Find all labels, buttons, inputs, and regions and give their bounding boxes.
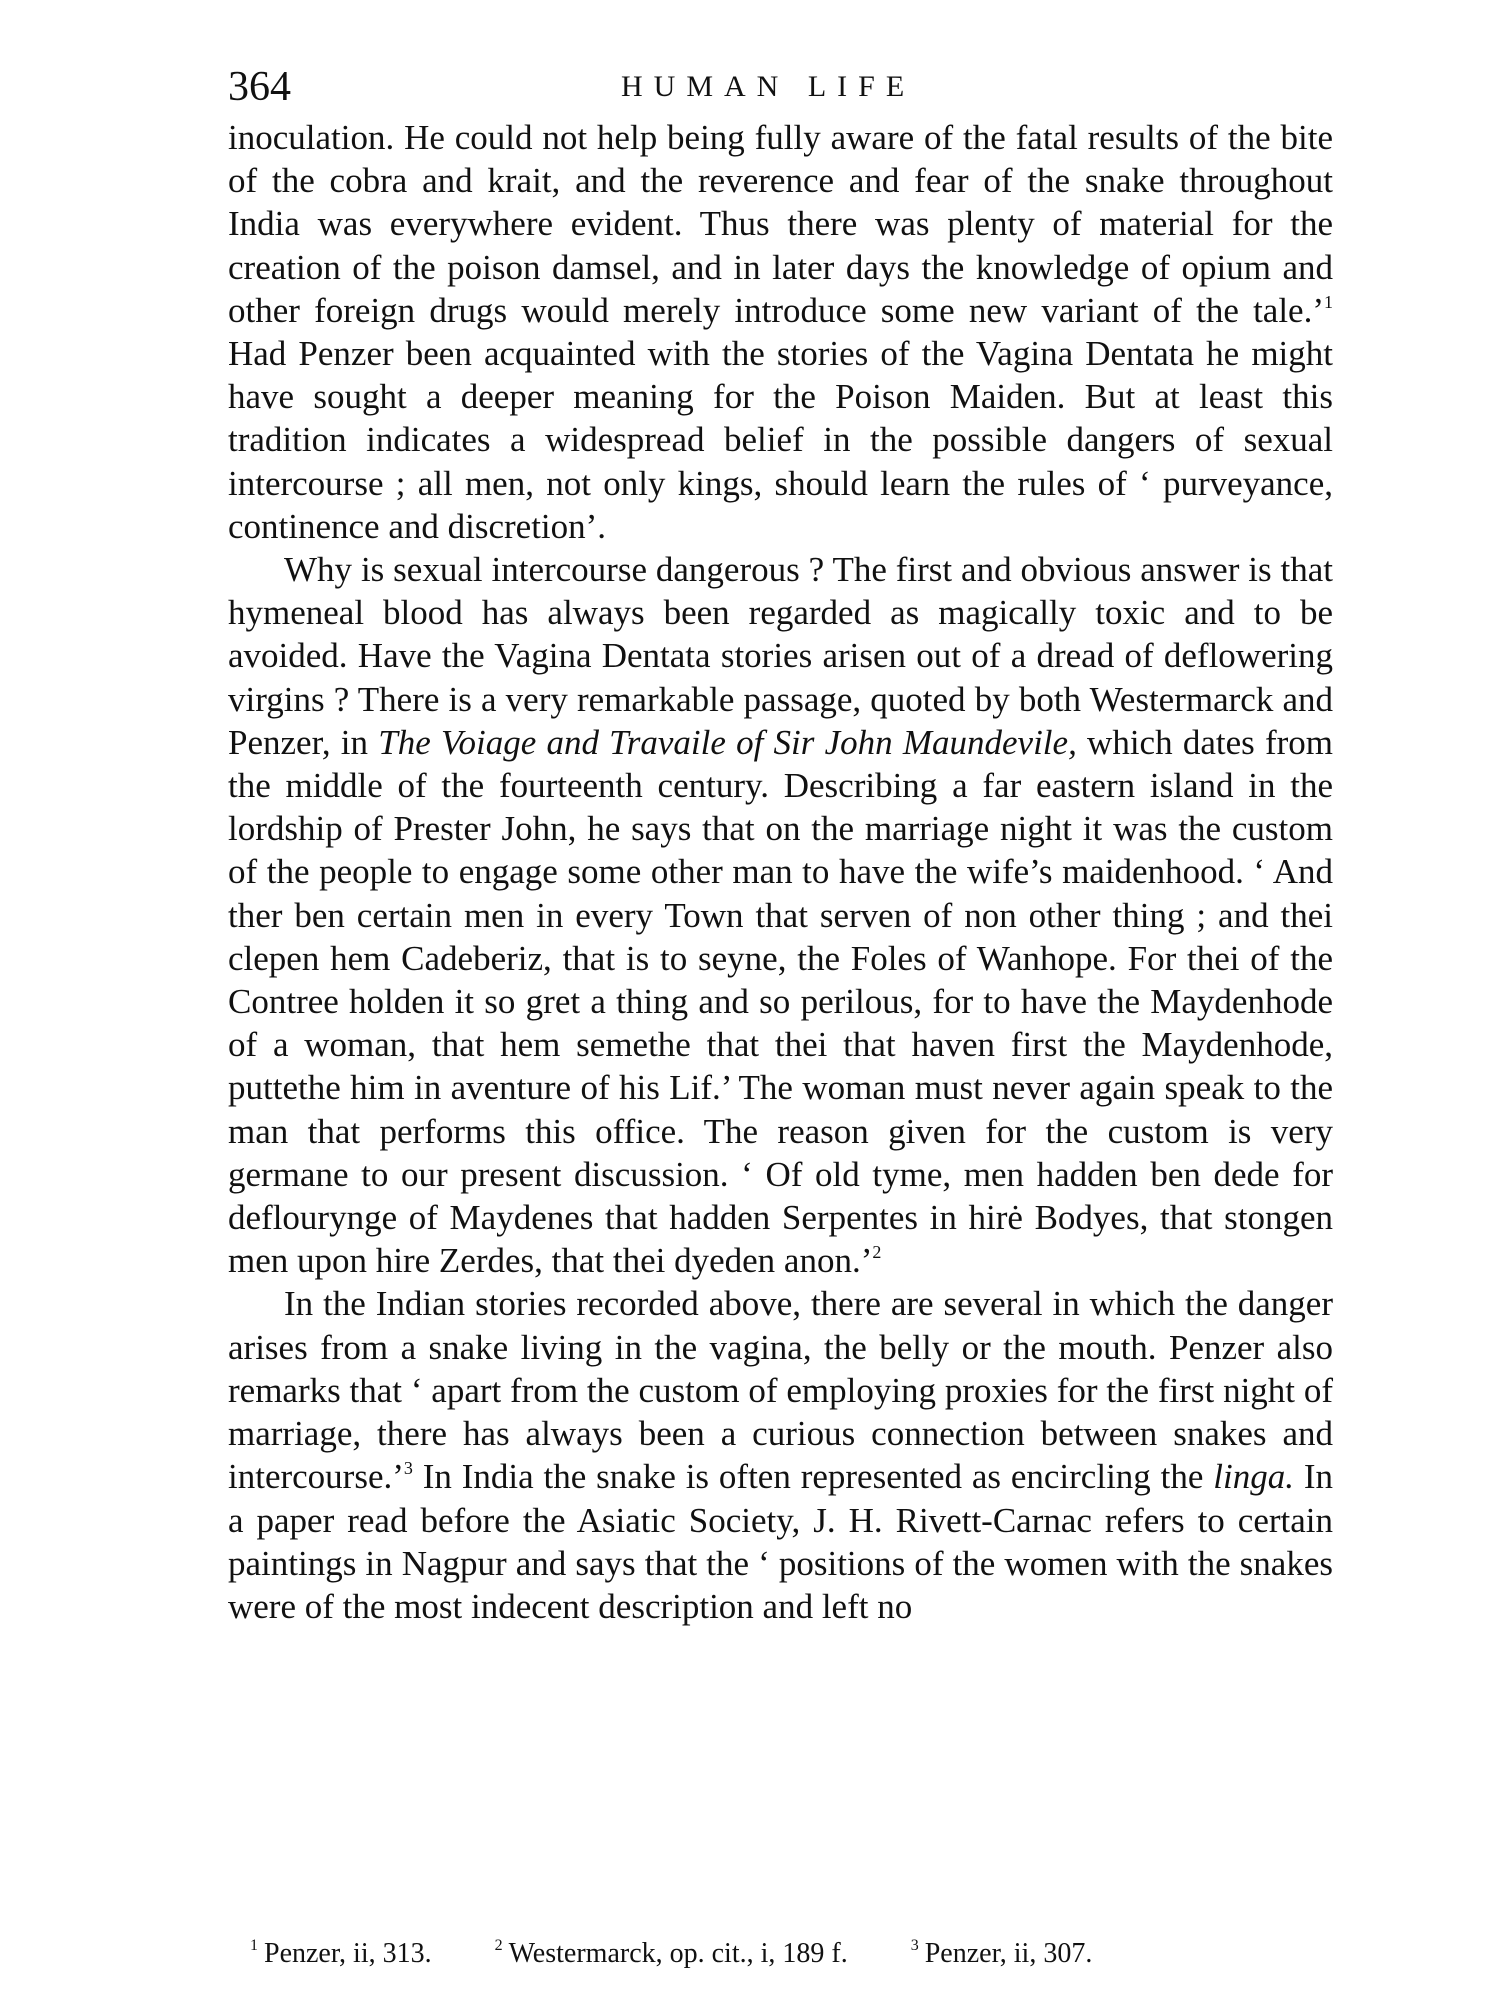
footnote-1-mark: 1 — [250, 1937, 258, 1954]
paragraph-2-text-b: which dates from the middle of the fourteenth century. Describing a far eastern island in the lordship of Prester John, he says that on the marriage night it was the custom of the people to engage some other man to have the wife’s maidenhood. ‘ And ther ben certain men in every Town that serven of non other thing ; and thei clepen hem Cadeberiz, that is to seyne, the Foles of Wanhope. For thei of the Contree holden it so gret a thing and so perilous, for to have the Maydenhode of a woman, that hem semethe that thei that haven first the Maydenhode, puttethe him in aventure of his Lif.’ The woman must never again speak to the man that performs this office. The reason given for the custom is very germane to our present discussion. ‘ Of old tyme, men hadden ben dede for deflourynge of Maydenes that hadden Serpentes in hirė Bodyes, that stongen men upon hire Zerdes, that thei dyeden anon.’ — [228, 722, 1333, 1281]
page-number: 364 — [228, 64, 291, 110]
paragraph-1-text-a: inoculation. He could not help being fully aware of the fatal results of the bite of the cobra and krait, and the reverence and fear of the snake throughout India was everywhere evident. Thus there was plenty of material for the creation of the poison damsel, and in later days the knowledge of opium and other foreign drugs would merely introduce some new variant of the tale.’ — [228, 118, 1333, 330]
running-head: HUMAN LIFE — [621, 70, 916, 103]
footnote-ref-2: 2 — [872, 1242, 882, 1263]
paragraph-3 — [228, 1282, 1333, 1628]
paragraph-1-text-b: Had Penzer been acquainted with the stories of the Vagina Dentata he might have sought a deeper meaning for the Poison Maiden. But at least this tradition indicates a widespread belief in the possible dangers of sexual intercourse ; all men, not only kings, should learn the rules of ‘ purveyance, continence and discretion’. — [228, 334, 1333, 546]
footnote-3 — [911, 1926, 1093, 1974]
footnote-3-text: Penzer, ii, 307. — [924, 1938, 1093, 1969]
footnotes — [250, 1926, 1330, 1969]
paragraph-3-text-b: In India the snake is often represented as encircling the — [412, 1457, 1214, 1497]
footnote-ref-1: 1 — [1324, 291, 1333, 312]
paragraph-3-text-c: In a paper read before the Asiatic Society, J. H. Rivett-Carnac refers to certain paintings in Nagpur and says that the ‘ positions of the women with the snakes were of the most indecent description and left no — [228, 1457, 1334, 1626]
paragraph-3-text-a: In the Indian stories recorded above, there are several in which the danger arises from a snake living in the vagina, the belly or the mouth. Penzer also remarks that ‘ apart from the custom of employing proxies for the first night of marriage, there has always been a curious connection between snakes and intercourse.’ — [228, 1284, 1333, 1497]
footnote-2 — [495, 1926, 848, 1974]
paragraph-3-italic-linga: linga. — [1213, 1457, 1294, 1497]
footnote-1 — [250, 1926, 432, 1974]
footnote-1-text: Penzer, ii, 313. — [264, 1938, 432, 1969]
body-text — [228, 116, 1333, 1628]
footnote-3-mark: 3 — [910, 1937, 919, 1954]
footnote-2-mark: 2 — [494, 1937, 503, 1954]
page-header — [228, 60, 1333, 110]
footnote-2-text: Westermarck, op. cit., i, 189 f. — [508, 1938, 848, 1969]
paragraph-1 — [228, 116, 1333, 548]
paragraph-2-book-title: The Voiage and Travaile of Sir John Maundevile, — [378, 722, 1077, 762]
paragraph-2-text-a: Why is sexual intercourse dangerous ? The first and obvious answer is that hymeneal blood has always been regarded as magically toxic and to be avoided. Have the Vagina Dentata stories arisen out of a dread of deflowering virgins ? There is a very remarkable passage, quoted by both Westermarck and Penzer, in — [228, 550, 1333, 762]
paragraph-2 — [228, 548, 1333, 1282]
footnote-ref-3: 3 — [403, 1458, 413, 1479]
